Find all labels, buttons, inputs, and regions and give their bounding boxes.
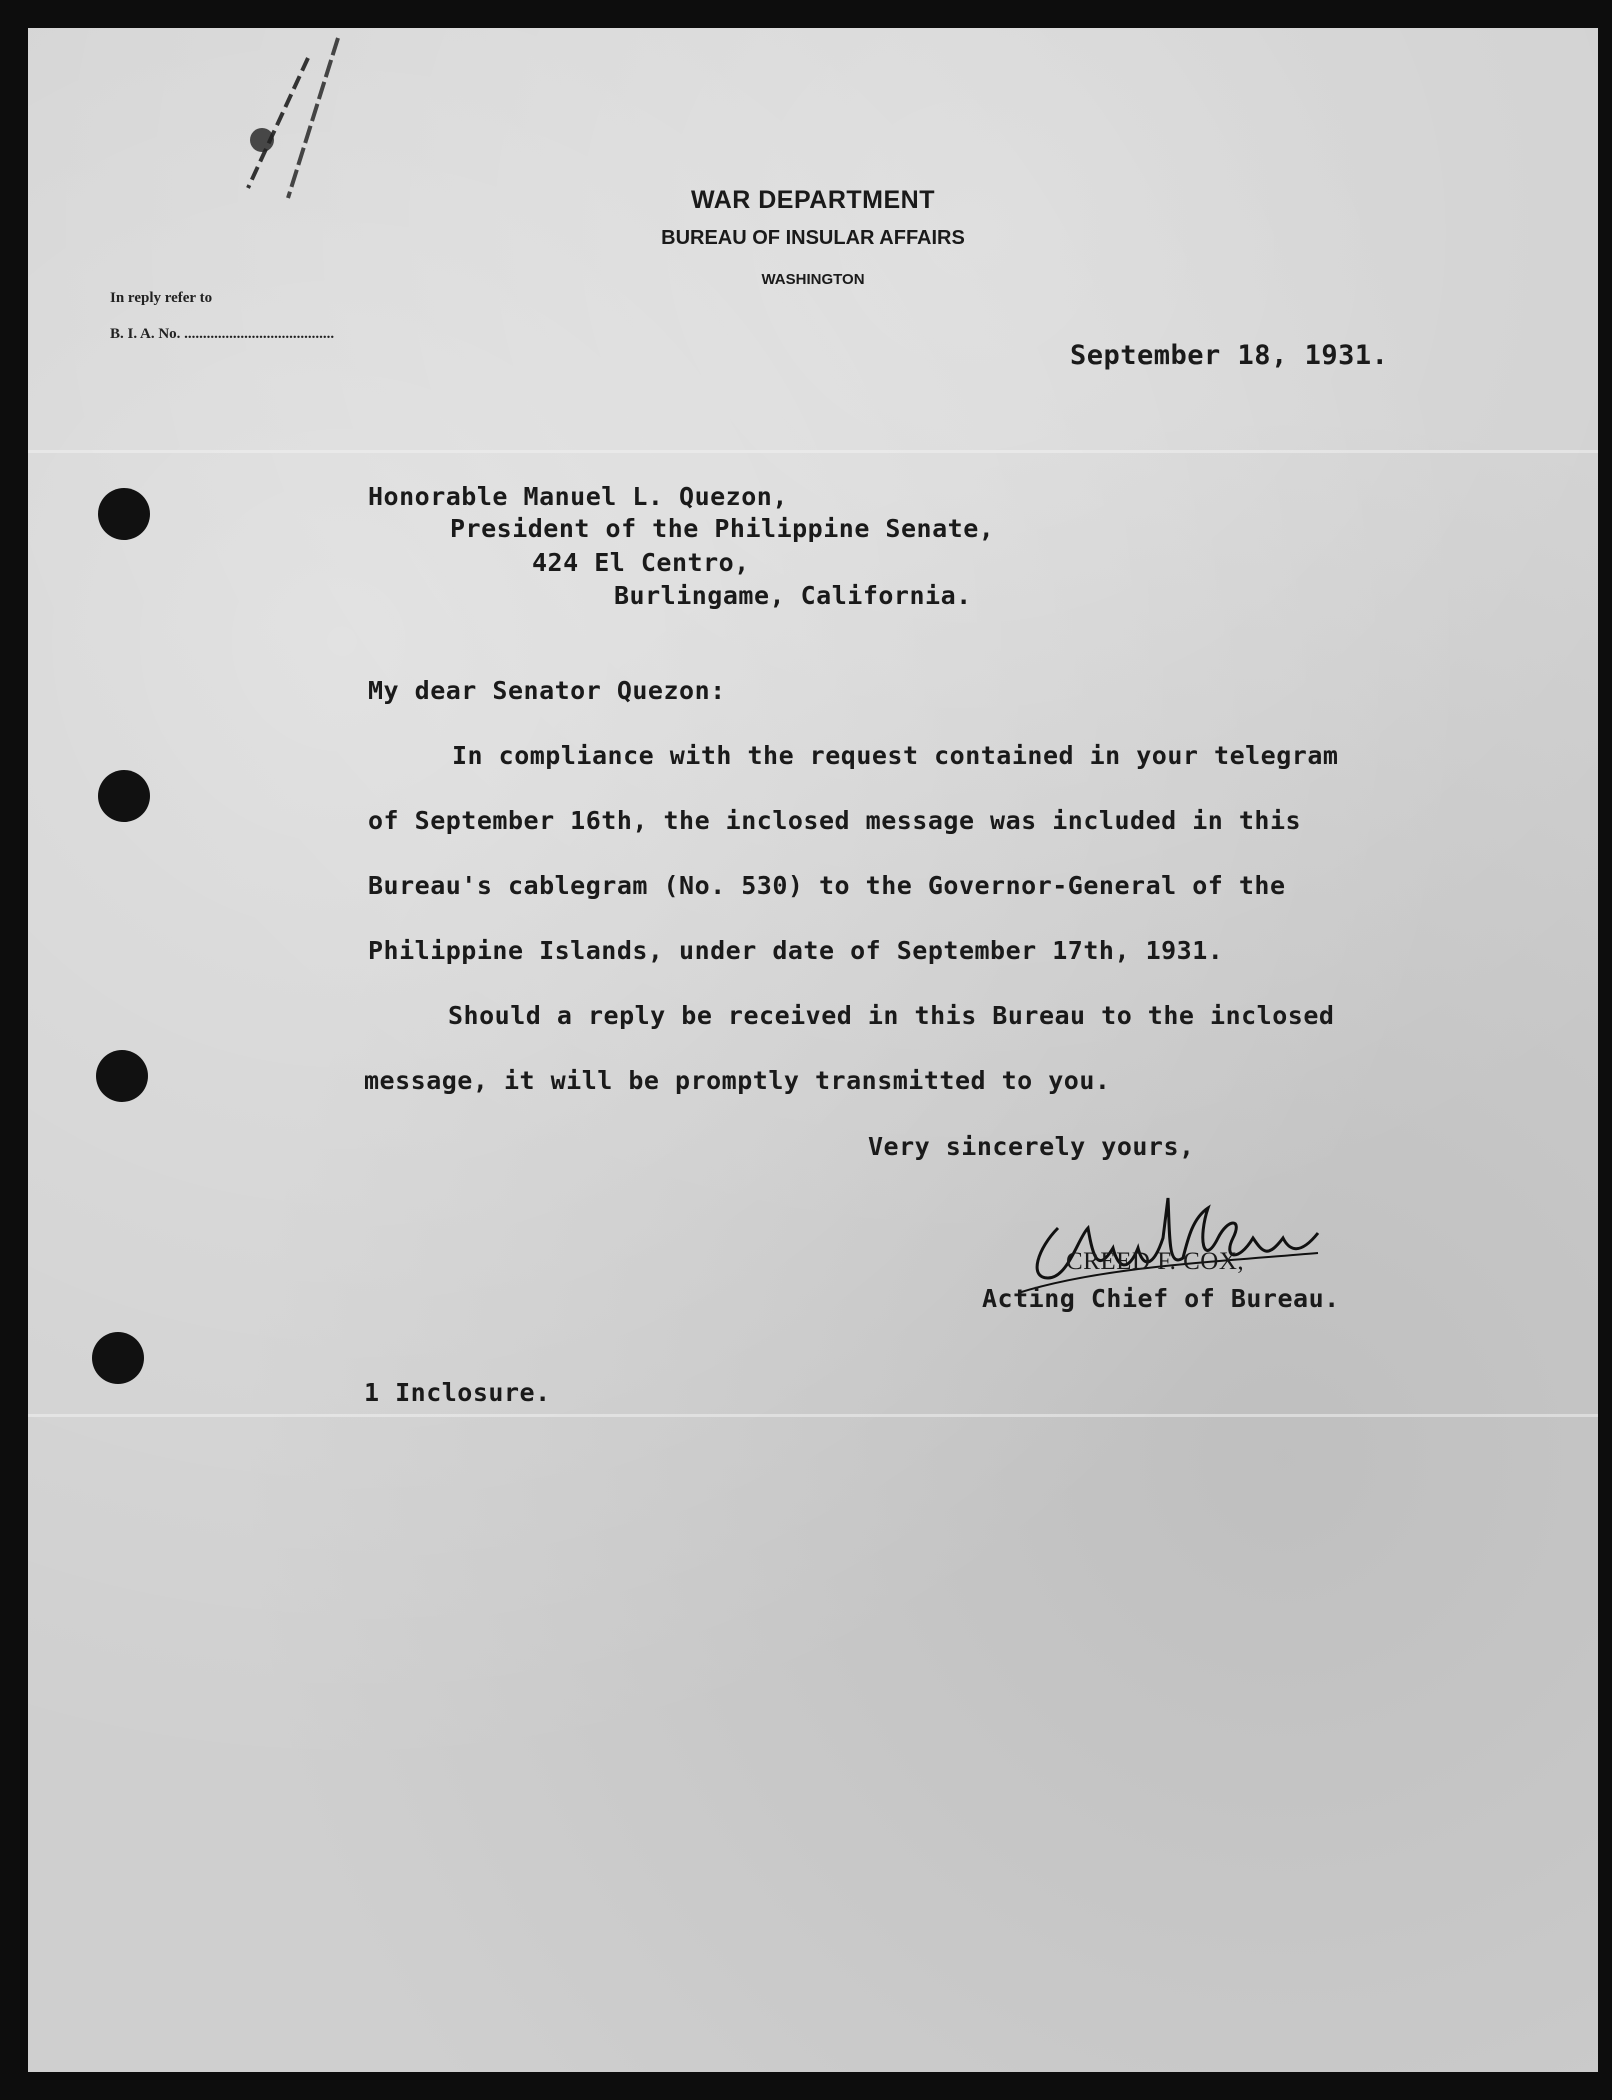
enclosure-note: 1 Inclosure. [364, 1378, 551, 1407]
fold-line [28, 450, 1598, 453]
body-line: In compliance with the request contained in your telegram [452, 741, 1339, 770]
letter-date: September 18, 1931. [1070, 340, 1389, 371]
letterhead-city: WASHINGTON [761, 271, 865, 288]
reply-ref-number: B. I. A. No. ........................................ [110, 326, 335, 342]
address-line: 424 El Centro, [532, 548, 750, 577]
punch-hole [92, 1332, 144, 1384]
pencil-mark [208, 28, 368, 208]
body-line: Should a reply be received in this Bureau to the inclosed [448, 1001, 1335, 1030]
body-line: Philippine Islands, under date of September 17th, 1931. [368, 936, 1224, 965]
signer-title: Acting Chief of Bureau. [982, 1284, 1340, 1313]
letterhead-department: WAR DEPARTMENT [690, 186, 936, 214]
fold-line [28, 1414, 1598, 1417]
punch-hole [98, 770, 150, 822]
body-line: of September 16th, the inclosed message was included in this [368, 806, 1302, 835]
body-line: message, it will be promptly transmitted to you. [364, 1066, 1111, 1095]
body-line: Bureau's cablegram (No. 530) to the Governor-General of the [368, 871, 1286, 900]
punch-hole [98, 488, 150, 540]
punch-hole [96, 1050, 148, 1102]
letter-page [28, 28, 1598, 2072]
reply-ref-label: In reply refer to [110, 290, 213, 306]
address-line: Honorable Manuel L. Quezon, [368, 482, 788, 511]
address-line: Burlingame, California. [614, 581, 972, 610]
closing: Very sincerely yours, [868, 1132, 1195, 1161]
signer-name: CREED F. COX, [1066, 1248, 1245, 1275]
letterhead-bureau: BUREAU OF INSULAR AFFAIRS [661, 227, 965, 249]
address-line: President of the Philippine Senate, [450, 514, 995, 543]
salutation: My dear Senator Quezon: [368, 676, 726, 705]
